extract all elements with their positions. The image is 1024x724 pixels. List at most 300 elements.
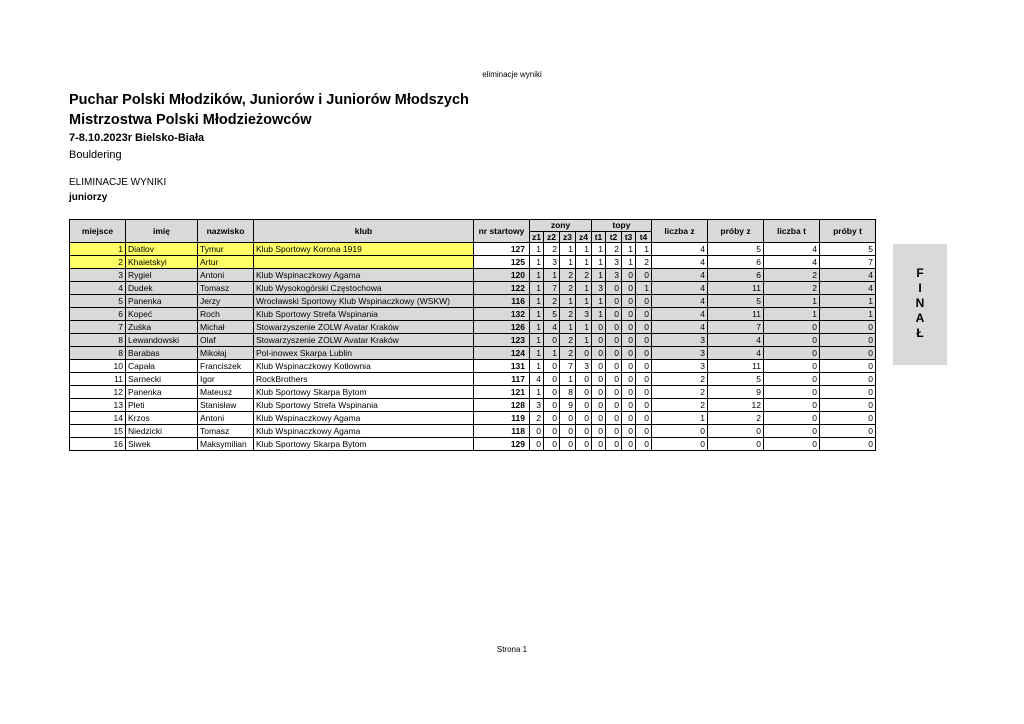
top-3-cell: 0 (622, 438, 636, 451)
top-1-cell: 1 (592, 269, 606, 282)
zone-4-cell: 1 (576, 295, 592, 308)
zone-3-cell: 1 (560, 295, 576, 308)
liczba-z-cell: 1 (652, 412, 708, 425)
proby-z-cell: 4 (708, 347, 764, 360)
top-1-cell: 0 (592, 334, 606, 347)
last-name-cell: Stanisław (198, 399, 254, 412)
top-3-cell: 0 (622, 308, 636, 321)
last-name-cell: Antoni (198, 269, 254, 282)
top-1-cell: 0 (592, 360, 606, 373)
last-name-cell: Maksymilian (198, 438, 254, 451)
top-4-cell: 0 (636, 295, 652, 308)
zone-1-cell: 4 (530, 373, 544, 386)
proby-t-cell: 1 (820, 295, 876, 308)
place-cell: 8 (70, 334, 126, 347)
table-row (70, 256, 876, 269)
zone-1-cell: 1 (530, 256, 544, 269)
proby-z-cell: 0 (708, 425, 764, 438)
zone-2-cell: 5 (544, 308, 560, 321)
discipline: Bouldering (69, 149, 122, 161)
proby-z-cell: 5 (708, 373, 764, 386)
top-1-cell: 0 (592, 399, 606, 412)
top-4-cell: 0 (636, 360, 652, 373)
zone-1-cell: 1 (530, 360, 544, 373)
zone-2-cell: 1 (544, 269, 560, 282)
zone-1-cell: 0 (530, 425, 544, 438)
zone-2-cell: 7 (544, 282, 560, 295)
col-miejsce: miejsce (70, 220, 126, 243)
start-number-cell: 118 (474, 425, 530, 438)
start-number-cell: 120 (474, 269, 530, 282)
zone-4-cell: 0 (576, 386, 592, 399)
zone-1-cell: 1 (530, 321, 544, 334)
club-cell (254, 256, 474, 269)
liczba-t-cell: 0 (764, 425, 820, 438)
zone-1-cell: 1 (530, 308, 544, 321)
start-number-cell: 124 (474, 347, 530, 360)
top-3-cell: 0 (622, 321, 636, 334)
club-cell: Klub Sportowy Skarpa Bytom (254, 386, 474, 399)
zone-4-cell: 0 (576, 412, 592, 425)
table-row (70, 386, 876, 399)
liczba-z-cell: 3 (652, 360, 708, 373)
proby-t-cell: 0 (820, 360, 876, 373)
title-line-2: Mistrzostwa Polski Młodzieżowców (69, 112, 312, 128)
top-1-cell: 0 (592, 321, 606, 334)
start-number-cell: 126 (474, 321, 530, 334)
proby-z-cell: 12 (708, 399, 764, 412)
start-number-cell: 117 (474, 373, 530, 386)
zone-2-cell: 0 (544, 438, 560, 451)
table-row (70, 425, 876, 438)
zone-4-cell: 1 (576, 334, 592, 347)
proby-t-cell: 4 (820, 282, 876, 295)
top-2-cell: 0 (606, 386, 622, 399)
top-2-cell: 0 (606, 334, 622, 347)
liczba-t-cell: 4 (764, 243, 820, 256)
top-1-cell: 3 (592, 282, 606, 295)
zone-1-cell: 2 (530, 412, 544, 425)
last-name-cell: Jerzy (198, 295, 254, 308)
zone-2-cell: 0 (544, 412, 560, 425)
proby-z-cell: 5 (708, 295, 764, 308)
zone-3-cell: 7 (560, 360, 576, 373)
start-number-cell: 132 (474, 308, 530, 321)
top-4-cell: 0 (636, 373, 652, 386)
liczba-t-cell: 0 (764, 399, 820, 412)
club-cell: Klub Sportowy Skarpa Bytom (254, 438, 474, 451)
liczba-z-cell: 3 (652, 334, 708, 347)
zone-3-cell: 0 (560, 438, 576, 451)
title-line-1: Puchar Polski Młodzików, Juniorów i Juniorów Młodszych (69, 92, 469, 108)
zone-4-cell: 1 (576, 256, 592, 269)
zone-2-cell: 1 (544, 347, 560, 360)
zone-3-cell: 2 (560, 282, 576, 295)
col-z3: z3 (560, 232, 576, 243)
col-imie: imię (126, 220, 198, 243)
zone-2-cell: 0 (544, 399, 560, 412)
liczba-z-cell: 0 (652, 438, 708, 451)
top-4-cell: 0 (636, 321, 652, 334)
zone-3-cell: 1 (560, 373, 576, 386)
top-1-cell: 0 (592, 386, 606, 399)
zone-3-cell: 2 (560, 334, 576, 347)
top-2-cell: 0 (606, 282, 622, 295)
zone-4-cell: 3 (576, 360, 592, 373)
zone-3-cell: 2 (560, 269, 576, 282)
club-cell: Wrocławski Sportowy Klub Wspinaczkowy (WSKW) (254, 295, 474, 308)
top-3-cell: 0 (622, 399, 636, 412)
first-name-cell: Diatlov (126, 243, 198, 256)
table-row (70, 438, 876, 451)
start-number-cell: 125 (474, 256, 530, 269)
liczba-z-cell: 4 (652, 269, 708, 282)
proby-z-cell: 2 (708, 412, 764, 425)
top-4-cell: 0 (636, 269, 652, 282)
club-cell: Klub Sportowy Strefa Wspinania (254, 399, 474, 412)
top-2-cell: 0 (606, 295, 622, 308)
top-3-cell: 0 (622, 386, 636, 399)
first-name-cell: Capała (126, 360, 198, 373)
proby-z-cell: 6 (708, 256, 764, 269)
liczba-t-cell: 0 (764, 386, 820, 399)
proby-z-cell: 11 (708, 308, 764, 321)
last-name-cell: Antoni (198, 412, 254, 425)
proby-t-cell: 0 (820, 412, 876, 425)
table-row (70, 347, 876, 360)
top-1-cell: 0 (592, 373, 606, 386)
last-name-cell: Tymur (198, 243, 254, 256)
liczba-t-cell: 2 (764, 269, 820, 282)
liczba-t-cell: 4 (764, 256, 820, 269)
date-place: 7-8.10.2023r Bielsko-Biała (69, 132, 205, 144)
proby-t-cell: 0 (820, 334, 876, 347)
liczba-z-cell: 4 (652, 295, 708, 308)
zone-4-cell: 2 (576, 269, 592, 282)
table-row (70, 399, 876, 412)
place-cell: 1 (70, 243, 126, 256)
last-name-cell: Artur (198, 256, 254, 269)
liczba-z-cell: 2 (652, 386, 708, 399)
zone-3-cell: 8 (560, 386, 576, 399)
first-name-cell: Panenka (126, 295, 198, 308)
col-topy: topy (592, 220, 652, 232)
col-t4: t4 (636, 232, 652, 243)
top-2-cell: 0 (606, 308, 622, 321)
proby-t-cell: 0 (820, 373, 876, 386)
last-name-cell: Michał (198, 321, 254, 334)
top-3-cell: 0 (622, 282, 636, 295)
top-1-cell: 1 (592, 295, 606, 308)
zone-4-cell: 1 (576, 321, 592, 334)
zone-1-cell: 0 (530, 438, 544, 451)
zone-2-cell: 2 (544, 295, 560, 308)
proby-t-cell: 0 (820, 321, 876, 334)
place-cell: 11 (70, 373, 126, 386)
top-3-cell: 0 (622, 412, 636, 425)
zone-3-cell: 2 (560, 347, 576, 360)
zone-2-cell: 0 (544, 360, 560, 373)
proby-t-cell: 4 (820, 269, 876, 282)
first-name-cell: Niedzicki (126, 425, 198, 438)
top-3-cell: 0 (622, 269, 636, 282)
top-4-cell: 0 (636, 412, 652, 425)
section-title: ELIMINACJE WYNIKI (69, 177, 167, 188)
table-row (70, 282, 876, 295)
top-3-cell: 0 (622, 360, 636, 373)
top-3-cell: 1 (622, 256, 636, 269)
top-3-cell: 1 (622, 243, 636, 256)
liczba-z-cell: 3 (652, 347, 708, 360)
top-4-cell: 1 (636, 282, 652, 295)
first-name-cell: Panenka (126, 386, 198, 399)
liczba-z-cell: 2 (652, 399, 708, 412)
liczba-t-cell: 0 (764, 373, 820, 386)
proby-z-cell: 11 (708, 282, 764, 295)
place-cell: 4 (70, 282, 126, 295)
top-2-cell: 0 (606, 373, 622, 386)
table-row (70, 360, 876, 373)
start-number-cell: 121 (474, 386, 530, 399)
zone-1-cell: 1 (530, 334, 544, 347)
top-2-cell: 0 (606, 321, 622, 334)
zone-4-cell: 0 (576, 373, 592, 386)
final-letter: A (915, 311, 925, 325)
place-cell: 10 (70, 360, 126, 373)
top-2-cell: 0 (606, 438, 622, 451)
liczba-t-cell: 0 (764, 438, 820, 451)
header-note: eliminacje wyniki (482, 70, 542, 79)
top-4-cell: 0 (636, 308, 652, 321)
col-nazwisko: nazwisko (198, 220, 254, 243)
club-cell: Klub Wspinaczkowy Agama (254, 412, 474, 425)
club-cell: Stowarzyszenie ZOLW Avatar Kraków (254, 321, 474, 334)
table-row (70, 321, 876, 334)
start-number-cell: 129 (474, 438, 530, 451)
proby-z-cell: 0 (708, 438, 764, 451)
top-1-cell: 1 (592, 308, 606, 321)
liczba-t-cell: 1 (764, 308, 820, 321)
place-cell: 12 (70, 386, 126, 399)
proby-z-cell: 9 (708, 386, 764, 399)
first-name-cell: Krzos (126, 412, 198, 425)
zone-1-cell: 1 (530, 386, 544, 399)
last-name-cell: Olaf (198, 334, 254, 347)
final-marker (893, 244, 947, 365)
zone-3-cell: 0 (560, 412, 576, 425)
top-1-cell: 0 (592, 347, 606, 360)
first-name-cell: Khaietskyi (126, 256, 198, 269)
top-4-cell: 2 (636, 256, 652, 269)
table-row (70, 269, 876, 282)
results-table (69, 219, 876, 451)
top-2-cell: 0 (606, 412, 622, 425)
col-proby-z: próby z (708, 220, 764, 243)
zone-3-cell: 1 (560, 321, 576, 334)
zone-3-cell: 1 (560, 256, 576, 269)
first-name-cell: Kopeć (126, 308, 198, 321)
zone-1-cell: 1 (530, 269, 544, 282)
final-letter: F (916, 266, 924, 280)
place-cell: 8 (70, 347, 126, 360)
liczba-t-cell: 0 (764, 347, 820, 360)
club-cell: Klub Wspinaczkowy Agama (254, 269, 474, 282)
col-liczba-t: liczba t (764, 220, 820, 243)
zone-1-cell: 1 (530, 295, 544, 308)
first-name-cell: Dudek (126, 282, 198, 295)
liczba-z-cell: 4 (652, 243, 708, 256)
first-name-cell: Zuśka (126, 321, 198, 334)
top-4-cell: 0 (636, 334, 652, 347)
start-number-cell: 127 (474, 243, 530, 256)
zone-4-cell: 0 (576, 399, 592, 412)
top-3-cell: 0 (622, 373, 636, 386)
top-1-cell: 1 (592, 256, 606, 269)
top-3-cell: 0 (622, 347, 636, 360)
place-cell: 5 (70, 295, 126, 308)
liczba-t-cell: 0 (764, 321, 820, 334)
place-cell: 6 (70, 308, 126, 321)
page-number: Strona 1 (496, 645, 528, 654)
category-label: juniorzy (69, 192, 108, 203)
col-zony: zony (530, 220, 592, 232)
zone-2-cell: 4 (544, 321, 560, 334)
proby-t-cell: 0 (820, 386, 876, 399)
zone-2-cell: 0 (544, 425, 560, 438)
club-cell: RockBrothers (254, 373, 474, 386)
zone-4-cell: 1 (576, 282, 592, 295)
liczba-z-cell: 4 (652, 256, 708, 269)
club-cell: Klub Sportowy Strefa Wspinania (254, 308, 474, 321)
place-cell: 2 (70, 256, 126, 269)
top-1-cell: 0 (592, 425, 606, 438)
start-number-cell: 123 (474, 334, 530, 347)
proby-t-cell: 5 (820, 243, 876, 256)
liczba-t-cell: 0 (764, 360, 820, 373)
top-3-cell: 0 (622, 295, 636, 308)
col-z2: z2 (544, 232, 560, 243)
results-body (70, 243, 876, 451)
zone-4-cell: 1 (576, 243, 592, 256)
proby-z-cell: 11 (708, 360, 764, 373)
place-cell: 14 (70, 412, 126, 425)
first-name-cell: Rygiel (126, 269, 198, 282)
last-name-cell: Mateusz (198, 386, 254, 399)
col-z1: z1 (530, 232, 544, 243)
liczba-z-cell: 4 (652, 308, 708, 321)
top-2-cell: 3 (606, 256, 622, 269)
final-letter: N (915, 296, 925, 310)
zone-3-cell: 1 (560, 243, 576, 256)
liczba-z-cell: 2 (652, 373, 708, 386)
table-row (70, 373, 876, 386)
last-name-cell: Franciszek (198, 360, 254, 373)
place-cell: 3 (70, 269, 126, 282)
liczba-t-cell: 0 (764, 334, 820, 347)
zone-2-cell: 0 (544, 373, 560, 386)
proby-t-cell: 0 (820, 425, 876, 438)
top-4-cell: 0 (636, 438, 652, 451)
liczba-t-cell: 2 (764, 282, 820, 295)
first-name-cell: Sarnecki (126, 373, 198, 386)
liczba-z-cell: 4 (652, 282, 708, 295)
final-letter: I (918, 281, 922, 295)
club-cell: Klub Wysokogórski Częstochowa (254, 282, 474, 295)
table-row (70, 243, 876, 256)
top-3-cell: 0 (622, 334, 636, 347)
proby-z-cell: 5 (708, 243, 764, 256)
top-4-cell: 0 (636, 386, 652, 399)
proby-t-cell: 0 (820, 399, 876, 412)
col-proby-t: próby t (820, 220, 876, 243)
col-z4: z4 (576, 232, 592, 243)
top-2-cell: 0 (606, 399, 622, 412)
col-t3: t3 (622, 232, 636, 243)
proby-z-cell: 4 (708, 334, 764, 347)
table-row (70, 412, 876, 425)
proby-z-cell: 7 (708, 321, 764, 334)
liczba-t-cell: 1 (764, 295, 820, 308)
top-4-cell: 0 (636, 425, 652, 438)
last-name-cell: Tomasz (198, 282, 254, 295)
proby-t-cell: 7 (820, 256, 876, 269)
club-cell: Klub Sportowy Korona 1919 (254, 243, 474, 256)
zone-2-cell: 3 (544, 256, 560, 269)
start-number-cell: 128 (474, 399, 530, 412)
first-name-cell: Siwek (126, 438, 198, 451)
last-name-cell: Roch (198, 308, 254, 321)
zone-4-cell: 0 (576, 425, 592, 438)
top-2-cell: 3 (606, 269, 622, 282)
top-2-cell: 0 (606, 347, 622, 360)
zone-4-cell: 3 (576, 308, 592, 321)
proby-t-cell: 0 (820, 438, 876, 451)
col-nr-startowy: nr startowy (474, 220, 530, 243)
start-number-cell: 116 (474, 295, 530, 308)
top-4-cell: 0 (636, 347, 652, 360)
first-name-cell: Pleti (126, 399, 198, 412)
zone-1-cell: 3 (530, 399, 544, 412)
club-cell: Pol-inowex Skarpa Lublin (254, 347, 474, 360)
zone-2-cell: 2 (544, 243, 560, 256)
table-row (70, 295, 876, 308)
start-number-cell: 122 (474, 282, 530, 295)
top-1-cell: 0 (592, 412, 606, 425)
top-3-cell: 0 (622, 425, 636, 438)
zone-2-cell: 0 (544, 386, 560, 399)
first-name-cell: Barabas (126, 347, 198, 360)
liczba-z-cell: 0 (652, 425, 708, 438)
club-cell: Klub Wspinaczkowy Agama (254, 425, 474, 438)
col-klub: klub (254, 220, 474, 243)
club-cell: Klub Wspinaczkowy Kotłownia (254, 360, 474, 373)
first-name-cell: Lewandowski (126, 334, 198, 347)
zone-2-cell: 0 (544, 334, 560, 347)
proby-z-cell: 6 (708, 269, 764, 282)
start-number-cell: 119 (474, 412, 530, 425)
zone-3-cell: 2 (560, 308, 576, 321)
col-t2: t2 (606, 232, 622, 243)
top-2-cell: 0 (606, 425, 622, 438)
place-cell: 13 (70, 399, 126, 412)
place-cell: 7 (70, 321, 126, 334)
proby-t-cell: 0 (820, 347, 876, 360)
zone-1-cell: 1 (530, 347, 544, 360)
col-liczba-z: liczba z (652, 220, 708, 243)
last-name-cell: Tomasz (198, 425, 254, 438)
zone-4-cell: 0 (576, 347, 592, 360)
club-cell: Stowarzyszenie ZOLW Avatar Kraków (254, 334, 474, 347)
